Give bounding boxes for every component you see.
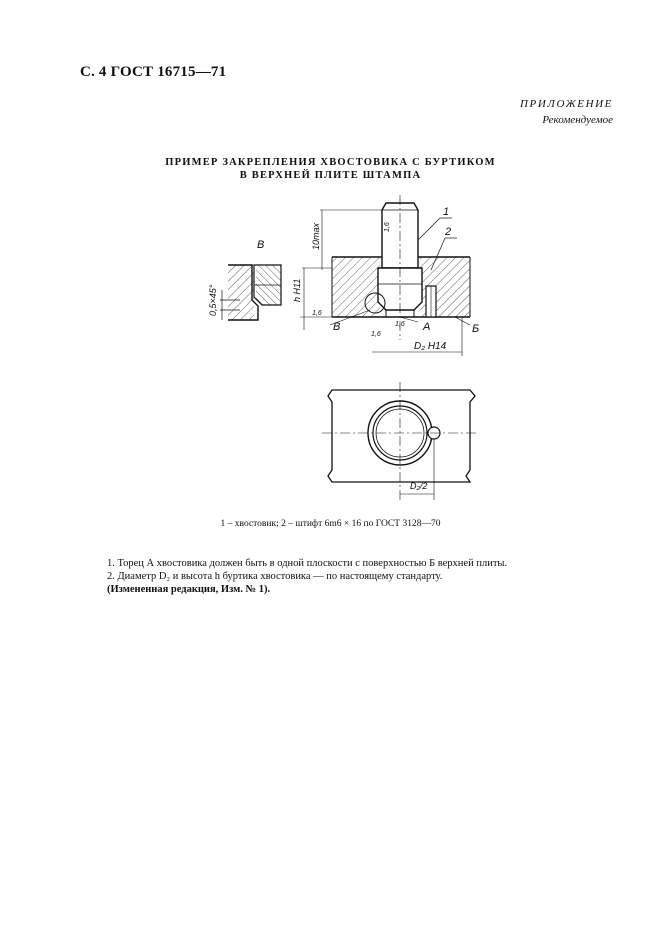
detail-view-b [208, 239, 281, 320]
detail-view-label: В [257, 239, 265, 251]
plate-left-hatch [332, 257, 380, 317]
roughness-mark-d: 1,6 [395, 321, 405, 328]
note-2: 2. Диаметр D₂ и высота h буртика хвостовика — по настоящему стандарту. [107, 571, 443, 582]
roughness-mark-c: 1,6 [371, 331, 381, 338]
label-a: А [423, 321, 431, 333]
amendment-note: (Измененная редакция, Изм. № 1). [107, 584, 271, 595]
dim-d2: D₂ H14 [414, 341, 447, 352]
detail-hatch-left [228, 265, 254, 320]
chamfer-dim: 0,5×45° [208, 284, 218, 316]
figure-title-line1: ПРИМЕР ЗАКРЕПЛЕНИЯ ХВОСТОВИКА С БУРТИКОМ [165, 157, 496, 168]
plate-outline [328, 390, 475, 482]
plan-view [322, 382, 478, 500]
roughness-mark-b: 1,6 [384, 222, 391, 232]
leader-1 [418, 218, 440, 240]
dim-h: h H11 [292, 278, 302, 302]
label-v: В [333, 321, 341, 333]
notes-block [107, 557, 507, 596]
appendix-label: ПРИЛОЖЕНИЕ [520, 98, 613, 110]
roughness-mark-a: 1,6 [312, 310, 322, 317]
note-1: 1. Торец А хвостовика должен быть в одной плоскости с поверхностью Б верхней плиты. [107, 558, 508, 569]
callout-1: 1 [443, 206, 450, 218]
dim-10max: 10max [311, 222, 321, 250]
label-b: Б [472, 323, 480, 335]
dim-d2-half: D₂/2 [410, 481, 428, 491]
figure-title-line2: В ВЕРХНЕЙ ПЛИТЕ ШТАМПА [239, 170, 422, 181]
appendix-status: Рекомендуемое [542, 114, 613, 126]
figure-caption: 1 – хвостовик; 2 – штифт 6m6 × 16 по ГОСТ 3128—70 [220, 519, 441, 529]
page-header: С. 4 ГОСТ 16715—71 [80, 64, 227, 80]
section-view [292, 195, 479, 356]
callout-2: 2 [445, 226, 452, 238]
